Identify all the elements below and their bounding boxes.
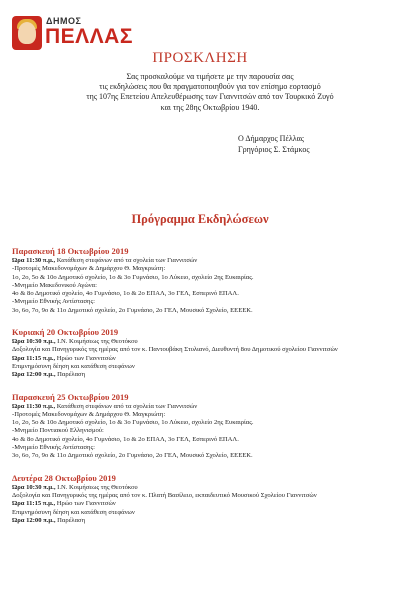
event-text: -Μνημείο Ποντιακού Ελληνισμού: [12, 427, 104, 435]
signature-block [238, 133, 378, 155]
event-line [12, 338, 392, 346]
day-title: Παρασκευή 25 Οκτωβρίου 2019 [12, 391, 129, 402]
event-line [12, 265, 392, 273]
event-text: Παρέλαση [55, 516, 86, 524]
event-text: Κατάθεση στεφάνων από τα σχολεία των Γιαννιτσών [55, 257, 198, 264]
event-text: 1ο, 2ο, 5ο & 10ο Δημοτικό σχολείο, 1ο & 3ο Γυμνάσιο, 1ο Λύκειο, σχολείο 2ης Ευκαιρίας. [12, 419, 254, 427]
logo-text-big: ΠΕΛΛΑΣ [45, 25, 133, 48]
event-line [12, 346, 392, 354]
event-text: Δοξολογία και Πανηγυρικός της ημέρας από τον κ. Πλατή Βασίλειο, εκπαιδευτικό Μουσικού Σχολείου Γιαννιτσών [12, 491, 317, 499]
signature-role: Ο Δήμαρχος Πέλλας [238, 134, 304, 143]
event-text: Κατάθεση στεφάνων από τα σχολεία των Γιαννιτσών [55, 402, 198, 410]
event-time: Ώρα 10:30 π.μ., [12, 338, 56, 346]
municipality-logo [12, 14, 133, 54]
intro-line: Σας προσκαλούμε να τιμήσετε με την παρουσία σας [126, 72, 294, 81]
event-line [12, 500, 392, 508]
program-day [12, 246, 392, 315]
event-time: Ώρα 10:30 π.μ., [12, 483, 56, 491]
event-line [12, 452, 392, 460]
event-text: 1ο, 2ο, 5ο & 10ο Δημοτικό σχολείο, 1ο & 3ο Γυμνάσιο, 1ο Λύκειο, σχολείο 2ης Ευκαιρίας. [12, 273, 254, 281]
event-text: 3ο, 6ο, 7ο, 9ο & 11ο Δημοτικό σχολείο, 2ο Γυμνάσιο, 2ο ΓΕΛ, Μουσικό Σχολείο, ΕΕΕΕΚ. [12, 306, 253, 314]
event-line [12, 509, 392, 517]
event-time: Ώρα 11:30 π.μ., [12, 402, 56, 410]
event-line [12, 307, 392, 315]
event-text: 3ο, 6ο, 7ο, 9ο & 11ο Δημοτικό σχολείο, 2ο Γυμνάσιο, 2ο ΓΕΛ, Μουσικό Σχολείο, ΕΕΕΕΚ. [12, 452, 253, 460]
intro-line: της 107ης Επετείου Απελευθέρωσης των Γιαννιτσών από τον Τουρκικό Ζυγό [86, 92, 334, 102]
event-line [12, 274, 392, 282]
event-line [12, 257, 392, 265]
program-list [12, 246, 392, 537]
event-line [12, 371, 392, 379]
event-line [12, 484, 392, 492]
event-time: Ώρα 11:15 π.μ., [12, 354, 56, 362]
event-text: Ηρώο των Γιαννιτσών [55, 354, 116, 362]
event-text: -Προτομές Μακεδονομάχων & Δημάρχου Θ. Μαγκριώτη: [12, 410, 166, 418]
event-text: Ι.Ν. Κοιμήσεως της Θεοτόκου [55, 483, 138, 491]
event-line [12, 282, 392, 290]
event-line [12, 492, 392, 500]
event-text: Δοξολογία και Πανηγυρικός της ημέρας από τον κ. Παντουβάκη Στυλιανό, Διευθυντή 8ου Δημοτικού σχολείου Γιαννιτσών [12, 346, 338, 354]
event-time: Ώρα 11:30 π.μ., [12, 257, 56, 264]
event-line [12, 517, 392, 525]
logo-text-small: ΔΗΜΟΣ [46, 16, 82, 26]
event-text: Ηρώο των Γιαννιτσών [55, 500, 116, 508]
intro-line: και της 28ης Οκτωβρίου 1940. [160, 102, 260, 112]
event-line [12, 411, 392, 419]
event-line [12, 290, 392, 298]
event-text: 4ο & 8ο Δημοτικό σχολείο, 4ο Γυμνάσιο, 1ο & 2ο ΕΠΑΛ, 3ο ΓΕΛ, Εσπερινό ΕΠΑΛ. [12, 290, 239, 298]
event-line [12, 403, 392, 411]
event-text: -Μνημείο Εθνικής Αντίστασης: [12, 298, 95, 306]
event-text: Επιμνημόσυνη δέηση και κατάθεση στεφάνων [12, 508, 135, 516]
signature-name: Γρηγόριος Σ. Στάμκος [238, 145, 310, 154]
event-text: Παρέλαση [55, 371, 86, 379]
invitation-text [60, 72, 360, 113]
event-line [12, 427, 392, 435]
day-title: Παρασκευή 18 Οκτωβρίου 2019 [12, 246, 129, 256]
program-day [12, 392, 392, 461]
event-line [12, 355, 392, 363]
intro-line: τις εκδηλώσεις που θα πραγματοποιηθούν για τον επίσημο εορτασμό [99, 82, 321, 92]
event-time: Ώρα 11:15 π.μ., [12, 500, 56, 508]
program-day [12, 327, 392, 379]
event-text: Ι.Ν. Κοιμήσεως της Θεοτόκου [55, 338, 138, 346]
event-line [12, 419, 392, 427]
event-text: Επιμνημόσυνη δέηση και κατάθεση στεφάνων [12, 362, 135, 370]
day-title: Δευτέρα 28 Οκτωβρίου 2019 [12, 472, 116, 483]
event-time: Ώρα 12:00 π.μ., [12, 516, 56, 524]
logo-emblem-icon [12, 16, 42, 50]
event-line [12, 363, 392, 371]
program-day [12, 473, 392, 525]
page-title: ΠΡΟΣΚΛΗΣΗ [152, 50, 248, 66]
event-line [12, 436, 392, 444]
event-line [12, 298, 392, 306]
event-line [12, 444, 392, 452]
event-time: Ώρα 12:00 π.μ., [12, 371, 56, 379]
day-title: Κυριακή 20 Οκτωβρίου 2019 [12, 327, 119, 338]
event-text: -Μνημείο Μακεδονικού Αγώνα: [12, 281, 97, 289]
event-text: -Μνημείο Εθνικής Αντίστασης: [12, 444, 95, 452]
event-text: 4ο & 8ο Δημοτικό σχολείο, 4ο Γυμνάσιο, 1ο & 2ο ΕΠΑΛ, 3ο ΓΕΛ, Εσπερινό ΕΠΑΛ. [12, 435, 239, 443]
event-text: -Προτομές Μακεδονομάχων & Δημάρχου Θ. Μαγκριώτη: [12, 265, 166, 273]
program-title: Πρόγραμμα Εκδηλώσεων [131, 212, 269, 226]
